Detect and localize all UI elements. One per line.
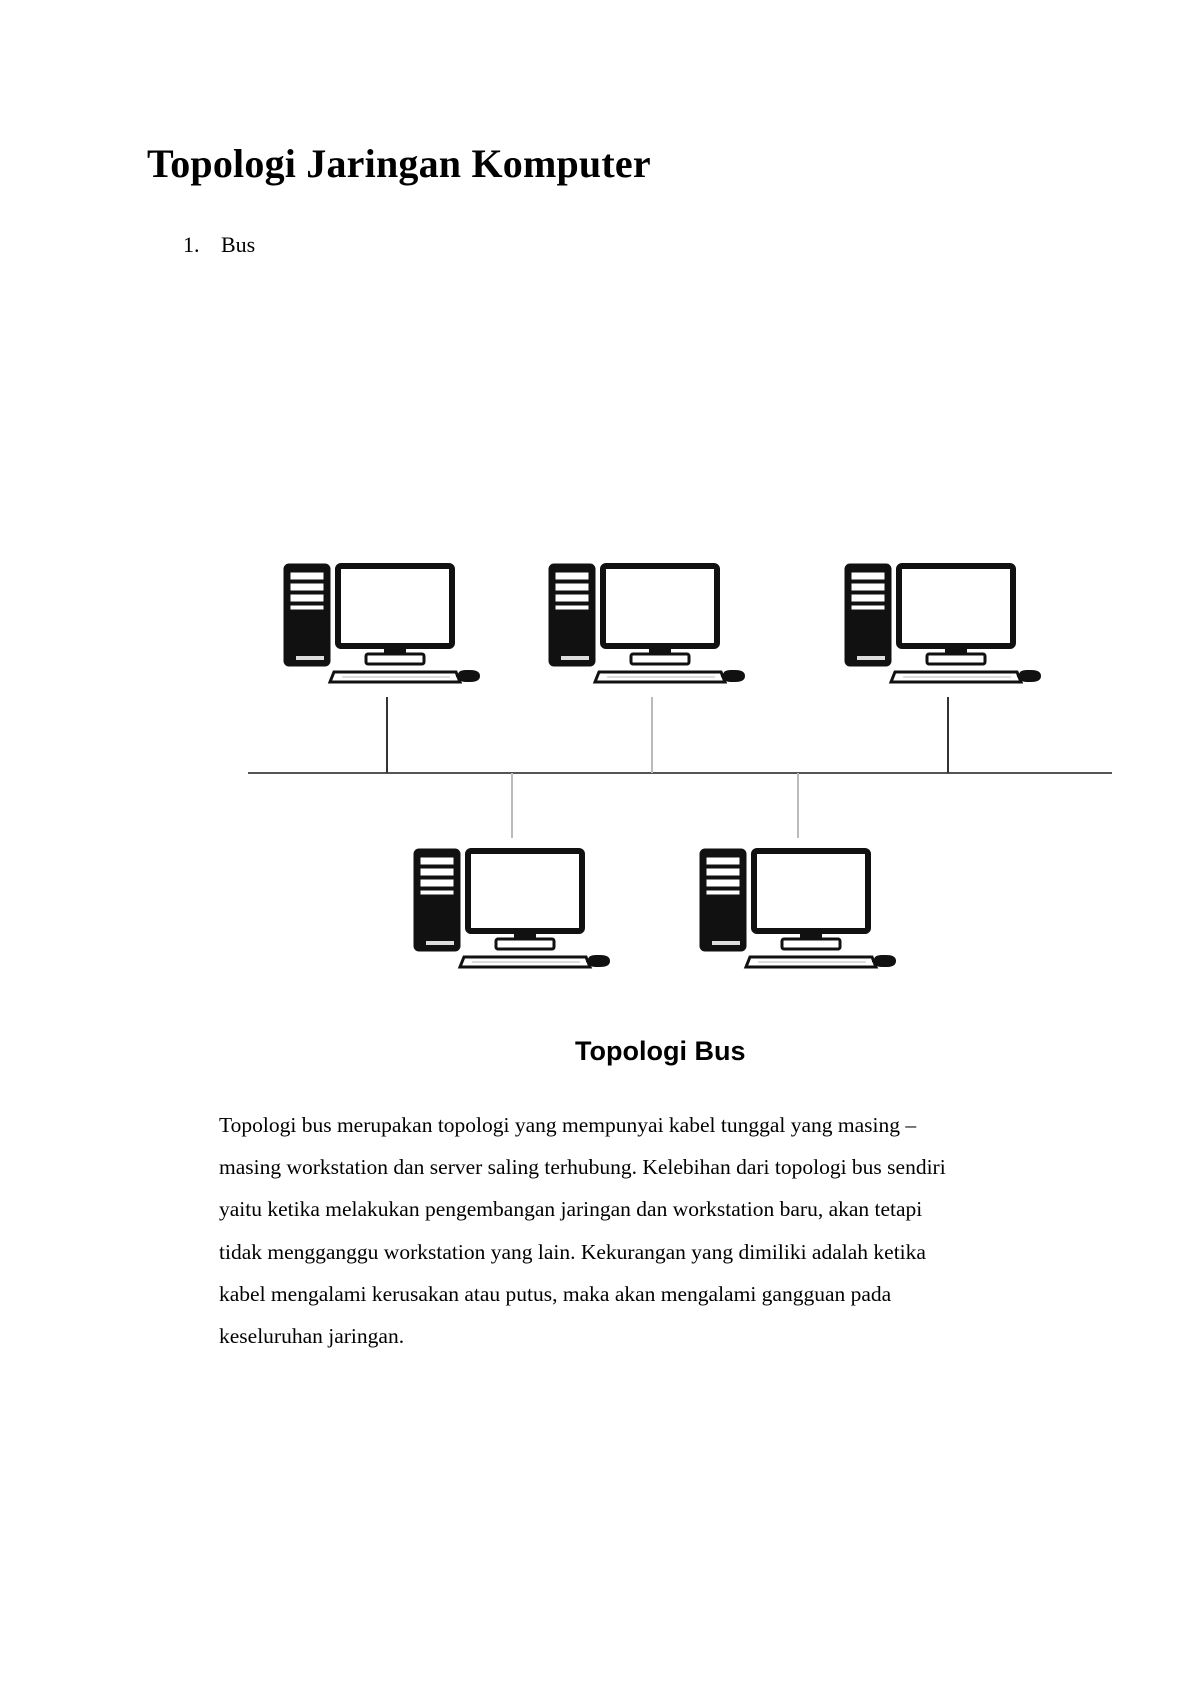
- body-paragraph: Topologi bus merupakan topologi yang mempunyai kabel tunggal yang masing – masing workstation dan server saling terhubung. Kelebihan dari topologi bus sendiri yaitu ketika melakukan pengembangan jaringan dan workstation baru, akan tetapi tidak mengganggu workstation yang lain. Kekurangan yang dimiliki adalah ketika kabel mengalami kerusakan atau putus, maka akan mengalami gangguan pada keseluruhan jaringan.: [219, 1113, 946, 1349]
- desktop-computer-icon: [415, 850, 610, 967]
- bus-topology-svg: [240, 555, 1120, 975]
- desktop-computer-icon: [701, 850, 896, 967]
- figure-caption: Topologi Bus: [575, 1036, 746, 1066]
- desktop-computer-icon: [285, 565, 480, 682]
- bus-topology-diagram: [240, 555, 1120, 975]
- list-item-bus: [183, 232, 255, 258]
- desktop-computer-icon: [550, 565, 745, 682]
- list-item-label: Bus: [221, 232, 256, 257]
- page-title: Topologi Jaringan Komputer: [147, 141, 651, 186]
- list-item-number: 1.: [183, 232, 200, 257]
- desktop-computer-icon: [846, 565, 1041, 682]
